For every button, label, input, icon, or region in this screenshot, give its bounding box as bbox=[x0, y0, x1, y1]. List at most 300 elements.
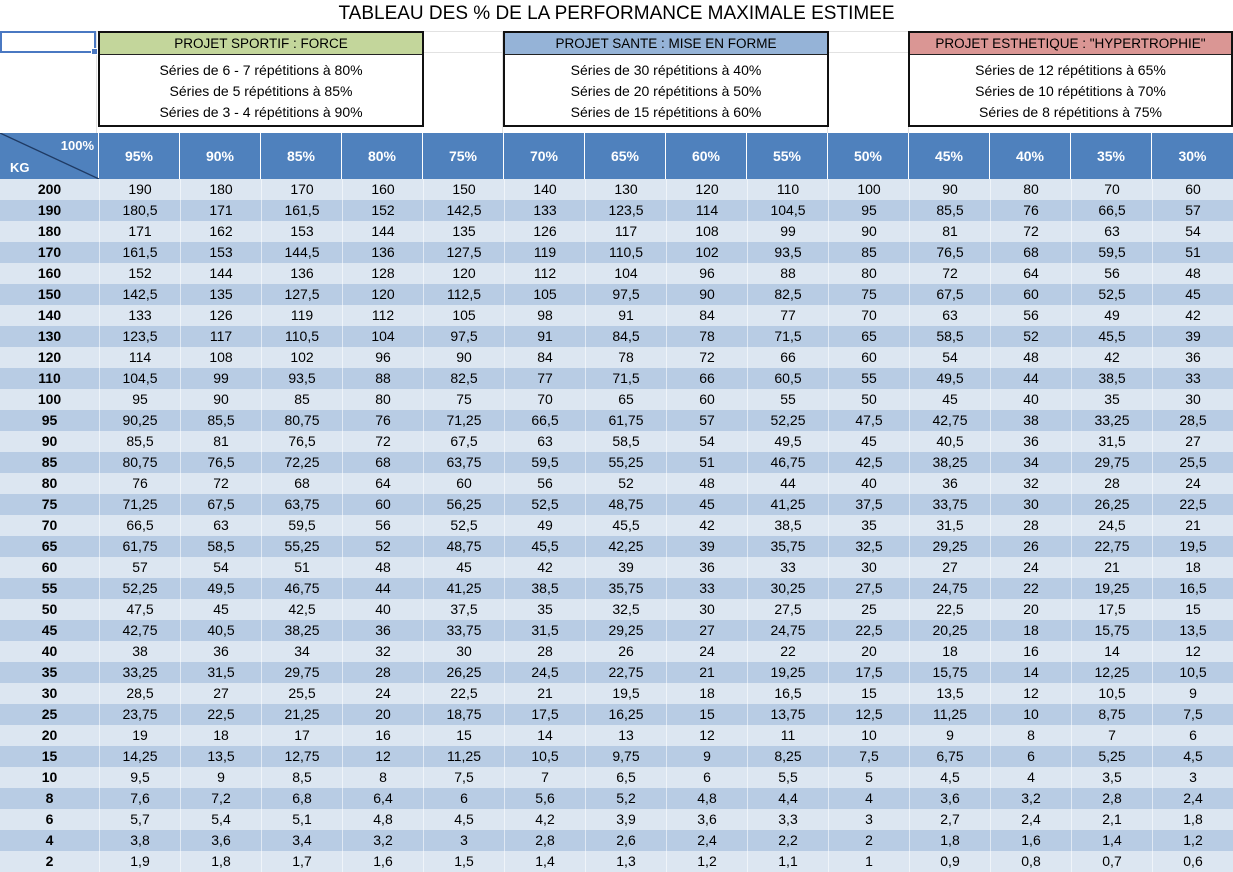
table-cell[interactable]: 30 bbox=[828, 557, 909, 578]
table-cell[interactable]: 7 bbox=[504, 767, 585, 788]
table-cell[interactable]: 171 bbox=[180, 200, 261, 221]
table-cell[interactable]: 4 bbox=[990, 767, 1071, 788]
table-cell[interactable]: 3 bbox=[1152, 767, 1233, 788]
table-cell[interactable]: 13 bbox=[585, 725, 666, 746]
table-cell[interactable]: 22,5 bbox=[423, 683, 504, 704]
table-cell[interactable]: 19,25 bbox=[1071, 578, 1152, 599]
table-cell[interactable]: 76 bbox=[990, 200, 1071, 221]
table-cell[interactable]: 12,5 bbox=[828, 704, 909, 725]
table-cell[interactable]: 36 bbox=[1152, 347, 1233, 368]
table-cell[interactable]: 42,25 bbox=[585, 536, 666, 557]
table-cell[interactable]: 32,5 bbox=[828, 536, 909, 557]
fill-handle[interactable] bbox=[91, 48, 98, 55]
table-cell[interactable]: 44 bbox=[342, 578, 423, 599]
table-cell[interactable]: 55 bbox=[828, 368, 909, 389]
table-cell[interactable]: 16 bbox=[342, 725, 423, 746]
table-cell[interactable]: 5,2 bbox=[585, 788, 666, 809]
table-cell[interactable]: 21,25 bbox=[261, 704, 342, 725]
table-cell[interactable]: 20 bbox=[990, 599, 1071, 620]
table-cell[interactable]: 17 bbox=[261, 725, 342, 746]
table-cell[interactable]: 32,5 bbox=[585, 599, 666, 620]
table-cell[interactable]: 8,25 bbox=[747, 746, 828, 767]
table-cell[interactable]: 82,5 bbox=[747, 284, 828, 305]
kg-cell[interactable]: 70 bbox=[41, 517, 58, 533]
table-cell[interactable]: 9,5 bbox=[99, 767, 180, 788]
kg-cell[interactable]: 40 bbox=[41, 643, 58, 659]
table-cell[interactable]: 42 bbox=[504, 557, 585, 578]
table-cell[interactable]: 56 bbox=[990, 305, 1071, 326]
kg-cell[interactable]: 2 bbox=[45, 853, 54, 869]
table-cell[interactable]: 102 bbox=[261, 347, 342, 368]
table-cell[interactable]: 72 bbox=[666, 347, 747, 368]
table-cell[interactable]: 6 bbox=[666, 767, 747, 788]
table-cell[interactable]: 123,5 bbox=[99, 326, 180, 347]
table-cell[interactable]: 8 bbox=[342, 767, 423, 788]
table-cell[interactable]: 76,5 bbox=[180, 452, 261, 473]
table-cell[interactable]: 38 bbox=[990, 410, 1071, 431]
table-cell[interactable]: 25,5 bbox=[261, 683, 342, 704]
table-cell[interactable]: 161,5 bbox=[261, 200, 342, 221]
table-cell[interactable]: 6 bbox=[990, 746, 1071, 767]
table-cell[interactable]: 52 bbox=[342, 536, 423, 557]
table-cell[interactable]: 60,5 bbox=[747, 368, 828, 389]
table-cell[interactable]: 104,5 bbox=[99, 368, 180, 389]
table-cell[interactable]: 90 bbox=[828, 221, 909, 242]
table-cell[interactable]: 22,75 bbox=[585, 662, 666, 683]
table-cell[interactable]: 152 bbox=[342, 200, 423, 221]
table-cell[interactable]: 45,5 bbox=[504, 536, 585, 557]
table-cell[interactable]: 7 bbox=[1071, 725, 1152, 746]
table-cell[interactable]: 81 bbox=[909, 221, 990, 242]
table-cell[interactable]: 120 bbox=[423, 263, 504, 284]
table-cell[interactable]: 64 bbox=[990, 263, 1071, 284]
table-cell[interactable]: 105 bbox=[423, 305, 504, 326]
table-cell[interactable]: 4,8 bbox=[666, 788, 747, 809]
table-cell[interactable]: 42,75 bbox=[99, 620, 180, 641]
table-cell[interactable]: 22,5 bbox=[909, 599, 990, 620]
table-cell[interactable]: 58,5 bbox=[585, 431, 666, 452]
table-cell[interactable]: 56 bbox=[342, 515, 423, 536]
table-cell[interactable]: 117 bbox=[585, 221, 666, 242]
table-cell[interactable]: 6,4 bbox=[342, 788, 423, 809]
table-cell[interactable]: 180 bbox=[180, 179, 261, 200]
table-cell[interactable]: 3,2 bbox=[990, 788, 1071, 809]
table-cell[interactable]: 153 bbox=[261, 221, 342, 242]
table-cell[interactable]: 3 bbox=[423, 830, 504, 851]
table-cell[interactable]: 48 bbox=[990, 347, 1071, 368]
table-cell[interactable]: 63,75 bbox=[423, 452, 504, 473]
table-cell[interactable]: 11 bbox=[747, 725, 828, 746]
table-cell[interactable]: 10,5 bbox=[1152, 662, 1233, 683]
table-cell[interactable]: 52,25 bbox=[747, 410, 828, 431]
table-cell[interactable]: 18 bbox=[1152, 557, 1233, 578]
column-header[interactable]: 95% bbox=[99, 133, 180, 179]
table-cell[interactable]: 38,5 bbox=[1071, 368, 1152, 389]
table-cell[interactable]: 12 bbox=[990, 683, 1071, 704]
table-cell[interactable]: 49 bbox=[504, 515, 585, 536]
table-cell[interactable]: 10 bbox=[990, 704, 1071, 725]
table-cell[interactable]: 6 bbox=[423, 788, 504, 809]
table-cell[interactable]: 52,5 bbox=[1071, 284, 1152, 305]
table-cell[interactable]: 27 bbox=[666, 620, 747, 641]
kg-cell[interactable]: 120 bbox=[37, 349, 62, 365]
table-cell[interactable]: 5,1 bbox=[261, 809, 342, 830]
table-cell[interactable]: 58,5 bbox=[180, 536, 261, 557]
table-cell[interactable]: 99 bbox=[747, 221, 828, 242]
table-cell[interactable]: 85,5 bbox=[99, 431, 180, 452]
table-cell[interactable]: 1,7 bbox=[261, 851, 342, 872]
table-cell[interactable]: 127,5 bbox=[423, 242, 504, 263]
table-cell[interactable]: 50 bbox=[828, 389, 909, 410]
table-cell[interactable]: 35 bbox=[504, 599, 585, 620]
table-cell[interactable]: 6 bbox=[1152, 725, 1233, 746]
table-cell[interactable]: 5,7 bbox=[99, 809, 180, 830]
table-cell[interactable]: 5,25 bbox=[1071, 746, 1152, 767]
table-cell[interactable]: 14 bbox=[990, 662, 1071, 683]
table-cell[interactable]: 31,5 bbox=[909, 515, 990, 536]
table-cell[interactable]: 128 bbox=[342, 263, 423, 284]
table-cell[interactable]: 55 bbox=[747, 389, 828, 410]
table-cell[interactable]: 48 bbox=[1152, 263, 1233, 284]
table-cell[interactable]: 110,5 bbox=[261, 326, 342, 347]
table-cell[interactable]: 75 bbox=[423, 389, 504, 410]
table-cell[interactable]: 114 bbox=[666, 200, 747, 221]
table-cell[interactable]: 11,25 bbox=[909, 704, 990, 725]
table-cell[interactable]: 9 bbox=[180, 767, 261, 788]
table-cell[interactable]: 42,75 bbox=[909, 410, 990, 431]
table-cell[interactable]: 78 bbox=[585, 347, 666, 368]
table-cell[interactable]: 1,2 bbox=[1152, 830, 1233, 851]
table-cell[interactable]: 27 bbox=[909, 557, 990, 578]
table-cell[interactable]: 26,25 bbox=[1071, 494, 1152, 515]
table-cell[interactable]: 26 bbox=[990, 536, 1071, 557]
table-cell[interactable]: 19 bbox=[99, 725, 180, 746]
table-cell[interactable]: 37,5 bbox=[423, 599, 504, 620]
table-cell[interactable]: 13,5 bbox=[909, 683, 990, 704]
table-cell[interactable]: 153 bbox=[180, 242, 261, 263]
table-cell[interactable]: 85,5 bbox=[180, 410, 261, 431]
table-cell[interactable]: 180,5 bbox=[99, 200, 180, 221]
table-cell[interactable]: 35,75 bbox=[747, 536, 828, 557]
table-cell[interactable]: 76,5 bbox=[909, 242, 990, 263]
table-cell[interactable]: 39 bbox=[1152, 326, 1233, 347]
table-cell[interactable]: 71,5 bbox=[585, 368, 666, 389]
table-cell[interactable]: 4,4 bbox=[747, 788, 828, 809]
table-cell[interactable]: 44 bbox=[990, 368, 1071, 389]
table-cell[interactable]: 30 bbox=[1152, 389, 1233, 410]
table-cell[interactable]: 68 bbox=[990, 242, 1071, 263]
table-cell[interactable]: 35 bbox=[1071, 389, 1152, 410]
table-cell[interactable]: 140 bbox=[504, 179, 585, 200]
table-cell[interactable]: 16 bbox=[990, 641, 1071, 662]
table-cell[interactable]: 65 bbox=[828, 326, 909, 347]
table-cell[interactable]: 119 bbox=[261, 305, 342, 326]
table-cell[interactable]: 15 bbox=[423, 725, 504, 746]
table-cell[interactable]: 10 bbox=[828, 725, 909, 746]
table-cell[interactable]: 24 bbox=[342, 683, 423, 704]
table-cell[interactable]: 144,5 bbox=[261, 242, 342, 263]
table-cell[interactable]: 64 bbox=[342, 473, 423, 494]
table-cell[interactable]: 70 bbox=[1071, 179, 1152, 200]
table-cell[interactable]: 123,5 bbox=[585, 200, 666, 221]
table-cell[interactable]: 7,5 bbox=[1152, 704, 1233, 725]
table-cell[interactable]: 16,5 bbox=[747, 683, 828, 704]
table-cell[interactable]: 51 bbox=[261, 557, 342, 578]
table-cell[interactable]: 67,5 bbox=[909, 284, 990, 305]
table-cell[interactable]: 1,4 bbox=[1071, 830, 1152, 851]
table-cell[interactable]: 7,2 bbox=[180, 788, 261, 809]
table-cell[interactable]: 41,25 bbox=[747, 494, 828, 515]
table-cell[interactable]: 9 bbox=[666, 746, 747, 767]
table-cell[interactable]: 162 bbox=[180, 221, 261, 242]
table-cell[interactable]: 32 bbox=[990, 473, 1071, 494]
kg-cell[interactable]: 180 bbox=[37, 223, 62, 239]
table-cell[interactable]: 22,5 bbox=[1152, 494, 1233, 515]
table-cell[interactable]: 44 bbox=[747, 473, 828, 494]
table-cell[interactable]: 150 bbox=[423, 179, 504, 200]
table-cell[interactable]: 76,5 bbox=[261, 431, 342, 452]
table-cell[interactable]: 66,5 bbox=[504, 410, 585, 431]
table-cell[interactable]: 63,75 bbox=[261, 494, 342, 515]
kg-cell[interactable]: 190 bbox=[37, 202, 62, 218]
table-cell[interactable]: 47,5 bbox=[828, 410, 909, 431]
table-cell[interactable]: 54 bbox=[909, 347, 990, 368]
table-cell[interactable]: 30,25 bbox=[747, 578, 828, 599]
table-cell[interactable]: 36 bbox=[180, 641, 261, 662]
table-cell[interactable]: 67,5 bbox=[180, 494, 261, 515]
table-cell[interactable]: 20,25 bbox=[909, 620, 990, 641]
table-cell[interactable]: 7,6 bbox=[99, 788, 180, 809]
table-cell[interactable]: 2,2 bbox=[747, 830, 828, 851]
table-cell[interactable]: 68 bbox=[261, 473, 342, 494]
column-header[interactable]: 75% bbox=[423, 133, 504, 179]
table-cell[interactable]: 84,5 bbox=[585, 326, 666, 347]
table-cell[interactable]: 4,5 bbox=[423, 809, 504, 830]
table-cell[interactable]: 61,75 bbox=[99, 536, 180, 557]
column-header[interactable]: 60% bbox=[666, 133, 747, 179]
table-cell[interactable]: 21 bbox=[504, 683, 585, 704]
table-cell[interactable]: 18 bbox=[909, 641, 990, 662]
column-header[interactable]: 80% bbox=[342, 133, 423, 179]
table-cell[interactable]: 15 bbox=[1152, 599, 1233, 620]
table-cell[interactable]: 71,5 bbox=[747, 326, 828, 347]
table-cell[interactable]: 9 bbox=[1152, 683, 1233, 704]
table-cell[interactable]: 70 bbox=[504, 389, 585, 410]
table-cell[interactable]: 19,5 bbox=[1152, 536, 1233, 557]
table-cell[interactable]: 2,4 bbox=[990, 809, 1071, 830]
table-cell[interactable]: 85 bbox=[828, 242, 909, 263]
table-cell[interactable]: 42 bbox=[1071, 347, 1152, 368]
table-cell[interactable]: 4,8 bbox=[342, 809, 423, 830]
kg-cell[interactable]: 150 bbox=[37, 286, 62, 302]
table-cell[interactable]: 46,75 bbox=[261, 578, 342, 599]
table-cell[interactable]: 18,75 bbox=[423, 704, 504, 725]
table-cell[interactable]: 171 bbox=[99, 221, 180, 242]
table-cell[interactable]: 119 bbox=[504, 242, 585, 263]
kg-cell[interactable]: 130 bbox=[37, 328, 62, 344]
table-cell[interactable]: 104 bbox=[342, 326, 423, 347]
table-cell[interactable]: 33 bbox=[666, 578, 747, 599]
kg-cell[interactable]: 20 bbox=[41, 727, 58, 743]
table-cell[interactable]: 49 bbox=[1071, 305, 1152, 326]
table-cell[interactable]: 144 bbox=[342, 221, 423, 242]
table-cell[interactable]: 32 bbox=[342, 641, 423, 662]
table-cell[interactable]: 126 bbox=[504, 221, 585, 242]
table-cell[interactable]: 26,25 bbox=[423, 662, 504, 683]
table-cell[interactable]: 21 bbox=[1152, 515, 1233, 536]
table-cell[interactable]: 24,75 bbox=[909, 578, 990, 599]
table-cell[interactable]: 30 bbox=[990, 494, 1071, 515]
table-cell[interactable]: 104 bbox=[585, 263, 666, 284]
table-cell[interactable]: 142,5 bbox=[423, 200, 504, 221]
kg-cell[interactable]: 6 bbox=[45, 811, 54, 827]
table-cell[interactable]: 58,5 bbox=[909, 326, 990, 347]
table-cell[interactable]: 112 bbox=[504, 263, 585, 284]
table-cell[interactable]: 23,75 bbox=[99, 704, 180, 725]
table-cell[interactable]: 52,5 bbox=[423, 515, 504, 536]
table-cell[interactable]: 80,75 bbox=[261, 410, 342, 431]
table-cell[interactable]: 28,5 bbox=[1152, 410, 1233, 431]
table-cell[interactable]: 1,8 bbox=[180, 851, 261, 872]
table-cell[interactable]: 33,25 bbox=[1071, 410, 1152, 431]
kg-cell[interactable]: 80 bbox=[41, 475, 58, 491]
table-cell[interactable]: 24 bbox=[990, 557, 1071, 578]
table-cell[interactable]: 3,4 bbox=[261, 830, 342, 851]
table-cell[interactable]: 3,6 bbox=[666, 809, 747, 830]
kg-cell[interactable]: 8 bbox=[45, 790, 54, 806]
table-cell[interactable]: 14,25 bbox=[99, 746, 180, 767]
table-cell[interactable]: 72 bbox=[180, 473, 261, 494]
table-cell[interactable]: 34 bbox=[990, 452, 1071, 473]
table-cell[interactable]: 3,3 bbox=[747, 809, 828, 830]
table-cell[interactable]: 13,5 bbox=[1152, 620, 1233, 641]
table-cell[interactable]: 142,5 bbox=[99, 284, 180, 305]
table-cell[interactable]: 8,75 bbox=[1071, 704, 1152, 725]
table-cell[interactable]: 112 bbox=[342, 305, 423, 326]
kg-cell[interactable]: 200 bbox=[37, 181, 62, 197]
table-cell[interactable]: 68 bbox=[342, 452, 423, 473]
table-cell[interactable]: 1,2 bbox=[666, 851, 747, 872]
column-header[interactable]: 50% bbox=[828, 133, 909, 179]
table-corner-cell[interactable] bbox=[0, 133, 99, 179]
table-cell[interactable]: 24 bbox=[1152, 473, 1233, 494]
table-cell[interactable]: 66 bbox=[666, 368, 747, 389]
table-cell[interactable]: 67,5 bbox=[423, 431, 504, 452]
table-cell[interactable]: 97,5 bbox=[423, 326, 504, 347]
column-header[interactable]: 40% bbox=[990, 133, 1071, 179]
table-cell[interactable]: 60 bbox=[666, 389, 747, 410]
table-cell[interactable]: 22,75 bbox=[1071, 536, 1152, 557]
table-cell[interactable]: 28 bbox=[990, 515, 1071, 536]
table-cell[interactable]: 9 bbox=[909, 725, 990, 746]
table-cell[interactable]: 5,5 bbox=[747, 767, 828, 788]
table-cell[interactable]: 37,5 bbox=[828, 494, 909, 515]
table-cell[interactable]: 51 bbox=[1152, 242, 1233, 263]
table-cell[interactable]: 11,25 bbox=[423, 746, 504, 767]
table-cell[interactable]: 98 bbox=[504, 305, 585, 326]
table-cell[interactable]: 27 bbox=[1152, 431, 1233, 452]
table-cell[interactable]: 1,9 bbox=[99, 851, 180, 872]
table-cell[interactable]: 1,6 bbox=[990, 830, 1071, 851]
table-cell[interactable]: 2,7 bbox=[909, 809, 990, 830]
table-cell[interactable]: 30 bbox=[666, 599, 747, 620]
table-cell[interactable]: 18 bbox=[666, 683, 747, 704]
table-cell[interactable]: 1,8 bbox=[909, 830, 990, 851]
table-cell[interactable]: 52,5 bbox=[504, 494, 585, 515]
table-cell[interactable]: 6,75 bbox=[909, 746, 990, 767]
table-cell[interactable]: 17,5 bbox=[1071, 599, 1152, 620]
table-cell[interactable]: 33 bbox=[747, 557, 828, 578]
table-cell[interactable]: 18 bbox=[990, 620, 1071, 641]
table-cell[interactable]: 38,5 bbox=[504, 578, 585, 599]
table-cell[interactable]: 2,8 bbox=[1071, 788, 1152, 809]
table-cell[interactable]: 49,5 bbox=[180, 578, 261, 599]
column-header[interactable]: 85% bbox=[261, 133, 342, 179]
table-cell[interactable]: 160 bbox=[342, 179, 423, 200]
table-cell[interactable]: 6,5 bbox=[585, 767, 666, 788]
table-cell[interactable]: 40,5 bbox=[180, 620, 261, 641]
table-cell[interactable]: 56 bbox=[1071, 263, 1152, 284]
table-cell[interactable]: 66,5 bbox=[99, 515, 180, 536]
table-cell[interactable]: 13,75 bbox=[747, 704, 828, 725]
table-cell[interactable]: 48 bbox=[342, 557, 423, 578]
table-cell[interactable]: 9,75 bbox=[585, 746, 666, 767]
table-cell[interactable]: 4,5 bbox=[909, 767, 990, 788]
table-cell[interactable]: 102 bbox=[666, 242, 747, 263]
table-cell[interactable]: 61,75 bbox=[585, 410, 666, 431]
table-cell[interactable]: 40 bbox=[990, 389, 1071, 410]
kg-cell[interactable]: 140 bbox=[37, 307, 62, 323]
table-cell[interactable]: 80 bbox=[342, 389, 423, 410]
table-cell[interactable]: 57 bbox=[1152, 200, 1233, 221]
table-cell[interactable]: 90 bbox=[666, 284, 747, 305]
table-cell[interactable]: 57 bbox=[99, 557, 180, 578]
table-cell[interactable]: 0,9 bbox=[909, 851, 990, 872]
table-cell[interactable]: 4,2 bbox=[504, 809, 585, 830]
table-cell[interactable]: 65 bbox=[585, 389, 666, 410]
table-cell[interactable]: 84 bbox=[666, 305, 747, 326]
table-cell[interactable]: 108 bbox=[180, 347, 261, 368]
table-cell[interactable]: 88 bbox=[342, 368, 423, 389]
table-cell[interactable]: 31,5 bbox=[180, 662, 261, 683]
table-cell[interactable]: 104,5 bbox=[747, 200, 828, 221]
table-cell[interactable]: 54 bbox=[666, 431, 747, 452]
table-cell[interactable]: 12 bbox=[342, 746, 423, 767]
table-cell[interactable]: 1,5 bbox=[423, 851, 504, 872]
table-cell[interactable]: 76 bbox=[342, 410, 423, 431]
table-cell[interactable]: 33 bbox=[1152, 368, 1233, 389]
table-cell[interactable]: 57 bbox=[666, 410, 747, 431]
table-cell[interactable]: 35,75 bbox=[585, 578, 666, 599]
kg-cell[interactable]: 95 bbox=[41, 412, 58, 428]
table-cell[interactable]: 161,5 bbox=[99, 242, 180, 263]
table-cell[interactable]: 40,5 bbox=[909, 431, 990, 452]
table-cell[interactable]: 3,6 bbox=[909, 788, 990, 809]
kg-cell[interactable]: 90 bbox=[41, 433, 58, 449]
table-cell[interactable]: 15 bbox=[828, 683, 909, 704]
table-cell[interactable]: 39 bbox=[585, 557, 666, 578]
table-cell[interactable]: 33,75 bbox=[909, 494, 990, 515]
column-header[interactable]: 30% bbox=[1178, 148, 1207, 164]
table-cell[interactable]: 31,5 bbox=[504, 620, 585, 641]
table-cell[interactable]: 90 bbox=[423, 347, 504, 368]
table-cell[interactable]: 95 bbox=[99, 389, 180, 410]
column-header[interactable]: 65% bbox=[585, 133, 666, 179]
table-cell[interactable]: 1,1 bbox=[747, 851, 828, 872]
table-cell[interactable]: 10,5 bbox=[504, 746, 585, 767]
selected-cell[interactable] bbox=[0, 31, 96, 53]
table-cell[interactable]: 52 bbox=[990, 326, 1071, 347]
